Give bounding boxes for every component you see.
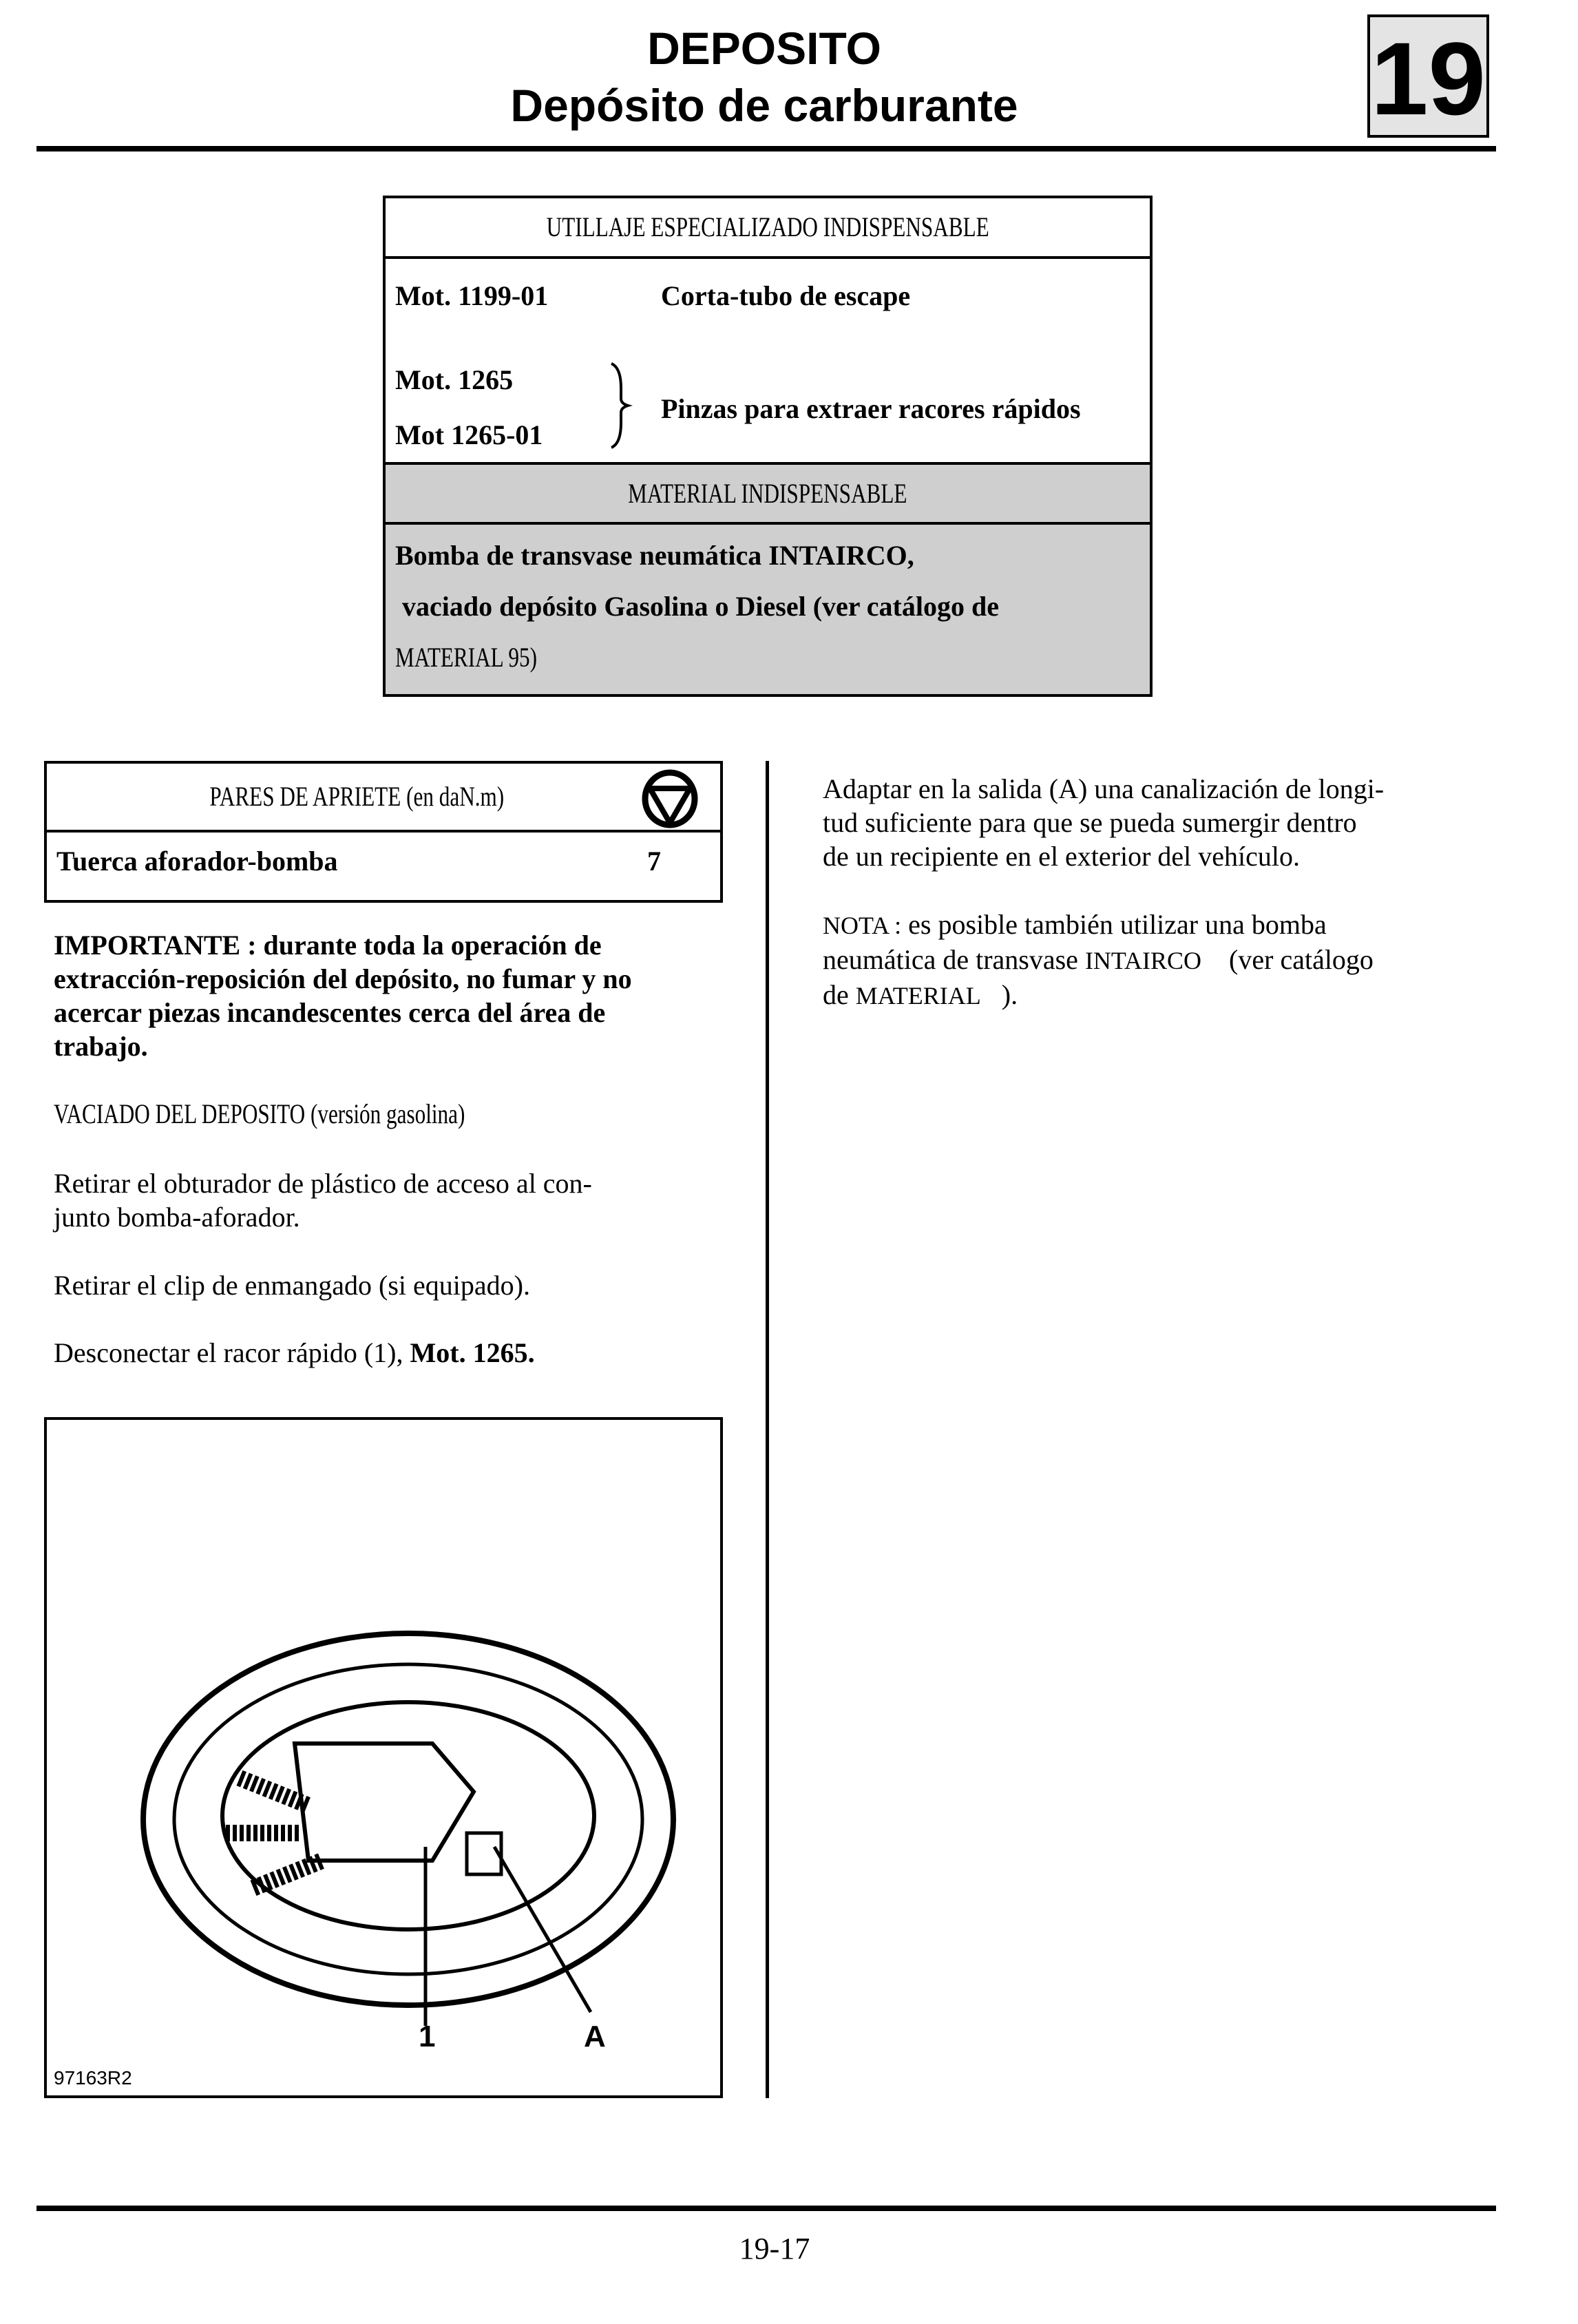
torque-heading: PARES DE APRIETE (en daN.m) bbox=[209, 781, 504, 812]
top-rule bbox=[36, 146, 1496, 151]
nota: NOTA : es posible también utilizar una bomba neumática de transvase INTAIRCO (ver catálogo de MATERIAL ). bbox=[823, 909, 1374, 1010]
page-title: DEPOSITO bbox=[647, 23, 881, 74]
important-note: IMPORTANTE : durante toda la operación de extracción-reposición del depósito, no fumar y no acercar piezas incandescentes cerca del área de trabajo. bbox=[54, 930, 632, 1062]
figure-box bbox=[44, 1417, 723, 2098]
tool-ref: Mot. 1199-01 bbox=[395, 280, 549, 311]
page-number: 19-17 bbox=[739, 2232, 810, 2265]
page-subtitle: Depósito de carburante bbox=[510, 80, 1018, 131]
fuel-pump-illustration bbox=[47, 1420, 720, 2095]
torque-value: 7 bbox=[647, 846, 661, 877]
tool-ref: Mot. 1265 bbox=[395, 364, 514, 395]
section-heading: VACIADO DEL DEPOSITO (versión gasolina) bbox=[54, 1098, 465, 1129]
bottom-rule bbox=[36, 2206, 1496, 2211]
tool-ref: Mot 1265-01 bbox=[395, 419, 543, 450]
material-line: Bomba de transvase neumática INTAIRCO, bbox=[395, 540, 914, 571]
tool-desc: Pinzas para extraer racores rápidos bbox=[661, 393, 1081, 424]
tools-table bbox=[383, 196, 1153, 697]
material-heading: MATERIAL INDISPENSABLE bbox=[628, 478, 907, 509]
paragraph: Retirar el clip de enmangado (si equipado). bbox=[54, 1270, 530, 1301]
label-1: 1 bbox=[419, 2020, 436, 2053]
torque-item: Tuerca aforador-bomba bbox=[56, 846, 338, 877]
label-a: A bbox=[584, 2020, 606, 2053]
tools-heading: UTILLAJE ESPECIALIZADO INDISPENSABLE bbox=[546, 211, 989, 242]
paragraph: Desconectar el racor rápido (1), Mot. 1265. bbox=[54, 1337, 535, 1368]
torque-wrench-icon bbox=[640, 769, 699, 828]
paragraph: Adaptar en la salida (A) una canalización de longi- tud suficiente para que se pueda sumergir dentro de un recipiente en el exterior del vehículo. bbox=[823, 773, 1385, 872]
column-divider bbox=[766, 761, 769, 2098]
tool-desc: Corta-tubo de escape bbox=[661, 280, 911, 311]
brace-icon bbox=[606, 361, 633, 450]
material-line: MATERIAL 95) bbox=[395, 642, 537, 673]
paragraph: Retirar el obturador de plástico de acceso al con- junto bomba-aforador. bbox=[54, 1168, 592, 1233]
chapter-badge: 19 bbox=[1367, 14, 1489, 138]
figure-code: 97163R2 bbox=[54, 2067, 132, 2089]
material-line: vaciado depósito Gasolina o Diesel (ver catálogo de bbox=[395, 591, 999, 622]
torque-table bbox=[44, 761, 723, 903]
